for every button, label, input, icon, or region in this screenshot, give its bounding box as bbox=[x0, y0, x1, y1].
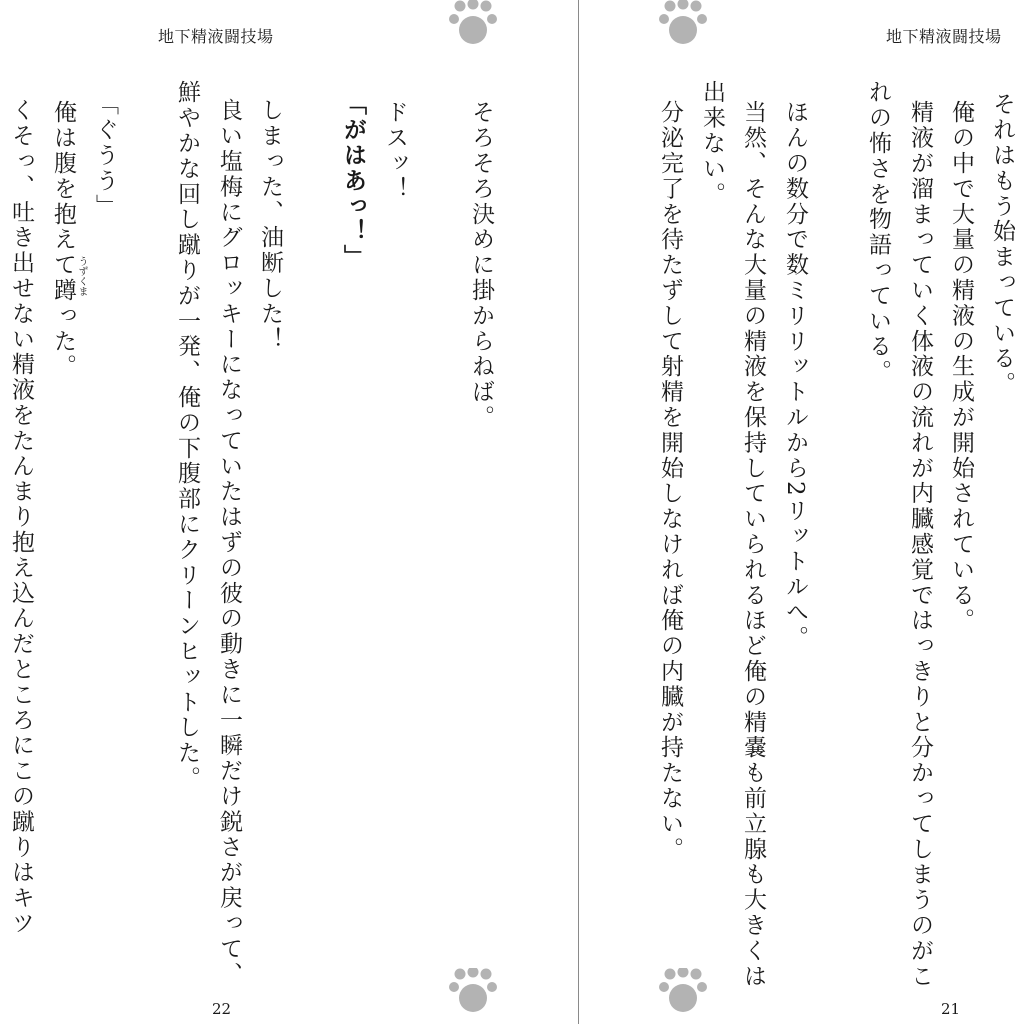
text-line: しまった、油断した！ bbox=[257, 98, 283, 352]
text-line: くそっ、吐き出せない精液をたんまり抱え込んだところにこの蹴りはキツ bbox=[8, 98, 34, 937]
text-line: 精液が溜まっていく体液の流れが内臓感覚ではっきりと分かってしまうのがこ bbox=[907, 100, 933, 989]
paw-icon bbox=[656, 0, 710, 54]
text-line: それはもう始まっている。 bbox=[989, 92, 1015, 397]
text-line: ほんの数分で数ミリリットルから2リットルへ。 bbox=[782, 100, 808, 651]
text-line: 当然、そんな大量の精液を保持していられるほど俺の精嚢も前立腺も大きくは bbox=[740, 100, 766, 989]
right-running-header: 地下精液闘技場 bbox=[886, 27, 1002, 46]
page-gutter-divider bbox=[578, 0, 579, 1024]
text-line: そろそろ決めに掛からねば。 bbox=[468, 100, 494, 431]
paw-icon bbox=[446, 0, 500, 54]
left-running-header: 地下精液闘技場 bbox=[158, 27, 274, 46]
paw-icon bbox=[656, 968, 710, 1022]
page-number-right: 21 bbox=[941, 1000, 961, 1018]
text-line: 出来ない。 bbox=[699, 80, 725, 207]
text-line: れの怖さを物語っている。 bbox=[865, 80, 891, 385]
shout-line: 「がはあっ！」 bbox=[340, 92, 366, 270]
text-line: ドスッ！ bbox=[382, 100, 408, 202]
text-line: 分泌完了を待たずして射精を開始しなければ俺の内臓が持たない。 bbox=[657, 100, 683, 862]
text-line: 「ぐうう」 bbox=[92, 92, 118, 219]
paw-icon bbox=[446, 968, 500, 1022]
text-line: 鮮やかな回し蹴りが一発、俺の下腹部にクリーンヒットした。 bbox=[174, 80, 200, 792]
text-line: 良い塩梅にグロッキーになっていたはずの彼の動きに一瞬だけ鋭さが戻って、 bbox=[216, 98, 242, 987]
page-number-left: 22 bbox=[212, 1000, 232, 1018]
text-line: 俺の中で大量の精液の生成が開始されている。 bbox=[948, 100, 974, 634]
text-line: 俺は腹を抱えて蹲った。 bbox=[50, 100, 76, 380]
ruby-annotation: うずくま bbox=[76, 256, 87, 296]
